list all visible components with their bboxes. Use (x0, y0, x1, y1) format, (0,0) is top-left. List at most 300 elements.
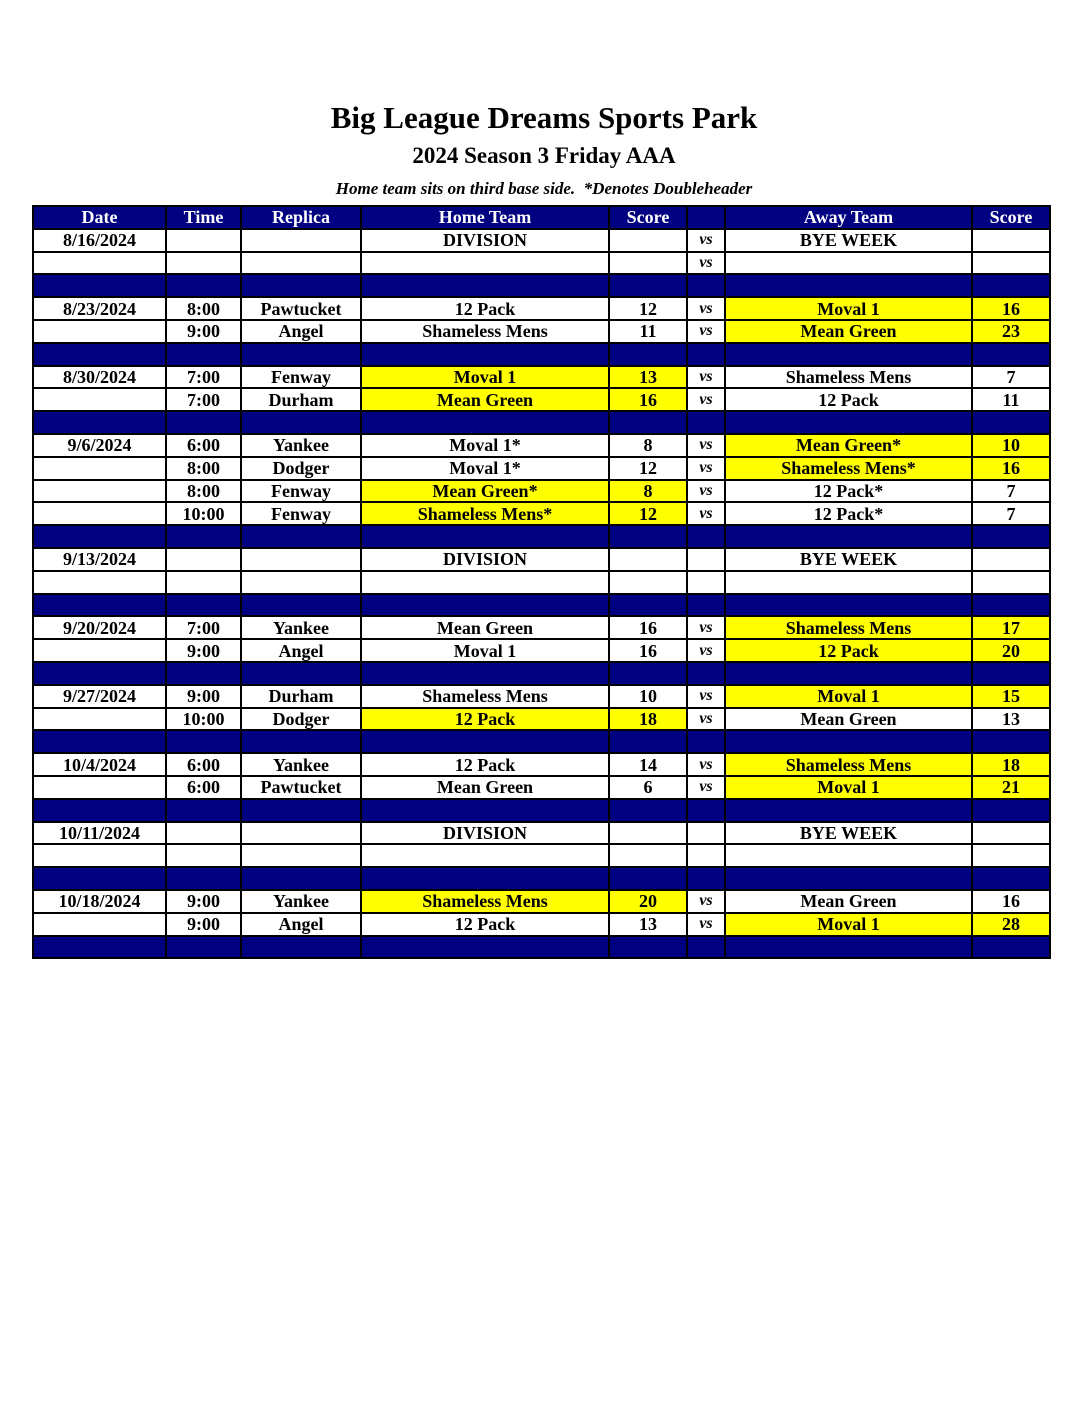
replica-cell: Dodger (241, 457, 361, 480)
away-score-cell: 7 (972, 366, 1050, 389)
separator-cell (241, 799, 361, 822)
away-score-cell: 7 (972, 480, 1050, 503)
time-cell: 9:00 (166, 685, 241, 708)
table-row (33, 639, 1050, 662)
week-separator-row (33, 799, 1050, 822)
replica-cell: Fenway (241, 502, 361, 525)
separator-cell (972, 525, 1050, 548)
home-score-cell (609, 844, 687, 867)
away-team-cell: Mean Green (725, 890, 972, 913)
separator-cell (609, 411, 687, 434)
home-team-cell: DIVISION (361, 822, 609, 845)
away-score-cell (972, 844, 1050, 867)
home-score-cell: 16 (609, 616, 687, 639)
separator-cell (687, 936, 725, 959)
time-cell: 8:00 (166, 457, 241, 480)
week-separator-row (33, 730, 1050, 753)
away-team-cell: 12 Pack* (725, 502, 972, 525)
replica-cell: Fenway (241, 366, 361, 389)
separator-cell (166, 274, 241, 297)
separator-cell (241, 867, 361, 890)
replica-cell: Dodger (241, 708, 361, 731)
vs-cell: vs (687, 480, 725, 503)
home-score-cell: 8 (609, 480, 687, 503)
separator-cell (361, 411, 609, 434)
schedule-note: Home team sits on third base side. *Denotes Doubleheader (335, 179, 753, 198)
separator-cell (609, 662, 687, 685)
home-team-cell (361, 844, 609, 867)
vs-cell: vs (687, 708, 725, 731)
home-score-cell: 18 (609, 708, 687, 731)
separator-cell (361, 799, 609, 822)
week-separator-row (33, 525, 1050, 548)
home-team-cell: Mean Green (361, 776, 609, 799)
col-home-score: Score (609, 206, 687, 229)
separator-cell (725, 867, 972, 890)
table-row (33, 388, 1050, 411)
table-row (33, 844, 1050, 867)
separator-cell (241, 343, 361, 366)
home-score-cell: 12 (609, 297, 687, 320)
separator-cell (609, 936, 687, 959)
away-score-cell: 15 (972, 685, 1050, 708)
time-cell (166, 571, 241, 594)
time-cell (166, 252, 241, 275)
week-separator-row (33, 411, 1050, 434)
schedule-table (32, 205, 1051, 959)
away-score-cell (972, 548, 1050, 571)
separator-cell (687, 411, 725, 434)
home-score-cell: 6 (609, 776, 687, 799)
away-team-cell: Mean Green (725, 320, 972, 343)
separator-cell (241, 274, 361, 297)
separator-cell (687, 594, 725, 617)
separator-cell (687, 799, 725, 822)
time-cell: 10:00 (166, 502, 241, 525)
separator-cell (33, 594, 166, 617)
table-row (33, 457, 1050, 480)
separator-cell (972, 343, 1050, 366)
separator-cell (361, 274, 609, 297)
separator-cell (166, 799, 241, 822)
separator-cell (361, 867, 609, 890)
separator-cell (725, 274, 972, 297)
col-replica: Replica (241, 206, 361, 229)
home-score-cell: 16 (609, 388, 687, 411)
vs-cell: vs (687, 753, 725, 776)
date-cell (33, 639, 166, 662)
page-subtitle: 2024 Season 3 Friday AAA (412, 143, 676, 168)
time-cell: 6:00 (166, 753, 241, 776)
away-score-cell: 16 (972, 297, 1050, 320)
separator-cell (725, 411, 972, 434)
vs-cell: vs (687, 388, 725, 411)
header-row (33, 206, 1050, 229)
home-score-cell (609, 571, 687, 594)
time-cell (166, 844, 241, 867)
away-team-cell: Mean Green (725, 708, 972, 731)
replica-cell: Durham (241, 388, 361, 411)
table-row (33, 434, 1050, 457)
date-cell: 10/11/2024 (33, 822, 166, 845)
home-team-cell: Moval 1* (361, 457, 609, 480)
home-team-cell: Shameless Mens (361, 320, 609, 343)
separator-cell (33, 936, 166, 959)
separator-cell (166, 411, 241, 434)
date-cell: 9/6/2024 (33, 434, 166, 457)
separator-cell (687, 730, 725, 753)
separator-cell (166, 594, 241, 617)
time-cell: 9:00 (166, 913, 241, 936)
separator-cell (33, 274, 166, 297)
separator-cell (166, 525, 241, 548)
vs-cell (687, 822, 725, 845)
away-team-cell: BYE WEEK (725, 822, 972, 845)
vs-cell: vs (687, 616, 725, 639)
away-score-cell: 21 (972, 776, 1050, 799)
date-cell: 10/18/2024 (33, 890, 166, 913)
separator-cell (33, 411, 166, 434)
table-row (33, 297, 1050, 320)
date-cell (33, 480, 166, 503)
separator-cell (972, 799, 1050, 822)
separator-cell (609, 594, 687, 617)
away-team-cell: 12 Pack* (725, 480, 972, 503)
separator-cell (725, 525, 972, 548)
week-separator-row (33, 867, 1050, 890)
vs-cell: vs (687, 685, 725, 708)
home-team-cell: Shameless Mens (361, 890, 609, 913)
separator-cell (361, 343, 609, 366)
home-team-cell (361, 571, 609, 594)
separator-cell (166, 730, 241, 753)
time-cell: 7:00 (166, 366, 241, 389)
table-row (33, 753, 1050, 776)
time-cell: 6:00 (166, 776, 241, 799)
separator-cell (166, 343, 241, 366)
vs-cell (687, 844, 725, 867)
separator-cell (361, 936, 609, 959)
vs-cell (687, 548, 725, 571)
replica-cell (241, 229, 361, 252)
away-score-cell: 11 (972, 388, 1050, 411)
home-score-cell (609, 548, 687, 571)
time-cell: 10:00 (166, 708, 241, 731)
date-cell (33, 844, 166, 867)
time-cell: 7:00 (166, 616, 241, 639)
col-vs (687, 206, 725, 229)
separator-cell (725, 936, 972, 959)
vs-cell: vs (687, 913, 725, 936)
table-row (33, 685, 1050, 708)
away-team-cell: 12 Pack (725, 388, 972, 411)
separator-cell (166, 662, 241, 685)
separator-cell (972, 867, 1050, 890)
home-score-cell (609, 229, 687, 252)
date-cell (33, 913, 166, 936)
week-separator-row (33, 662, 1050, 685)
separator-cell (972, 662, 1050, 685)
separator-cell (609, 343, 687, 366)
away-score-cell: 23 (972, 320, 1050, 343)
separator-cell (972, 274, 1050, 297)
away-score-cell: 16 (972, 457, 1050, 480)
home-score-cell: 13 (609, 366, 687, 389)
separator-cell (609, 867, 687, 890)
away-team-cell: 12 Pack (725, 639, 972, 662)
table-row (33, 616, 1050, 639)
separator-cell (725, 799, 972, 822)
date-cell: 9/20/2024 (33, 616, 166, 639)
col-date: Date (33, 206, 166, 229)
replica-cell (241, 252, 361, 275)
time-cell (166, 548, 241, 571)
time-cell: 9:00 (166, 639, 241, 662)
home-team-cell (361, 252, 609, 275)
away-score-cell: 13 (972, 708, 1050, 731)
away-team-cell (725, 571, 972, 594)
away-score-cell: 7 (972, 502, 1050, 525)
replica-cell: Yankee (241, 434, 361, 457)
separator-cell (33, 730, 166, 753)
away-team-cell: Shameless Mens* (725, 457, 972, 480)
vs-cell: vs (687, 457, 725, 480)
replica-cell (241, 844, 361, 867)
table-row (33, 320, 1050, 343)
separator-cell (33, 525, 166, 548)
replica-cell (241, 548, 361, 571)
separator-cell (361, 730, 609, 753)
date-cell (33, 320, 166, 343)
away-team-cell: Moval 1 (725, 297, 972, 320)
replica-cell: Angel (241, 913, 361, 936)
date-cell (33, 388, 166, 411)
away-score-cell: 17 (972, 616, 1050, 639)
vs-cell: vs (687, 366, 725, 389)
date-cell: 9/13/2024 (33, 548, 166, 571)
vs-cell: vs (687, 776, 725, 799)
away-team-cell (725, 252, 972, 275)
away-team-cell: Shameless Mens (725, 366, 972, 389)
away-score-cell (972, 229, 1050, 252)
separator-cell (725, 594, 972, 617)
away-team-cell: BYE WEEK (725, 229, 972, 252)
separator-cell (725, 343, 972, 366)
vs-cell: vs (687, 890, 725, 913)
separator-cell (972, 411, 1050, 434)
away-team-cell: BYE WEEK (725, 548, 972, 571)
home-team-cell: DIVISION (361, 229, 609, 252)
table-row (33, 708, 1050, 731)
separator-cell (33, 799, 166, 822)
time-cell: 6:00 (166, 434, 241, 457)
date-cell (33, 571, 166, 594)
home-team-cell: 12 Pack (361, 297, 609, 320)
home-score-cell: 13 (609, 913, 687, 936)
vs-cell: vs (687, 502, 725, 525)
separator-cell (687, 525, 725, 548)
vs-cell: vs (687, 252, 725, 275)
away-team-cell: Moval 1 (725, 913, 972, 936)
home-score-cell: 11 (609, 320, 687, 343)
home-team-cell: 12 Pack (361, 913, 609, 936)
separator-cell (361, 594, 609, 617)
home-team-cell: Mean Green* (361, 480, 609, 503)
date-cell: 10/4/2024 (33, 753, 166, 776)
replica-cell (241, 822, 361, 845)
time-cell: 9:00 (166, 890, 241, 913)
separator-cell (33, 662, 166, 685)
separator-cell (609, 730, 687, 753)
away-team-cell: Moval 1 (725, 685, 972, 708)
separator-cell (166, 867, 241, 890)
home-score-cell (609, 252, 687, 275)
separator-cell (609, 525, 687, 548)
replica-cell: Angel (241, 639, 361, 662)
date-cell: 8/16/2024 (33, 229, 166, 252)
table-row (33, 229, 1050, 252)
away-score-cell: 10 (972, 434, 1050, 457)
date-cell (33, 708, 166, 731)
home-score-cell: 8 (609, 434, 687, 457)
separator-cell (609, 799, 687, 822)
time-cell: 8:00 (166, 297, 241, 320)
away-score-cell: 18 (972, 753, 1050, 776)
replica-cell: Yankee (241, 753, 361, 776)
time-cell: 9:00 (166, 320, 241, 343)
replica-cell: Yankee (241, 890, 361, 913)
replica-cell: Pawtucket (241, 776, 361, 799)
home-team-cell: Moval 1 (361, 366, 609, 389)
separator-cell (33, 867, 166, 890)
table-row (33, 502, 1050, 525)
replica-cell: Yankee (241, 616, 361, 639)
col-home-team: Home Team (361, 206, 609, 229)
away-score-cell (972, 571, 1050, 594)
separator-cell (166, 936, 241, 959)
vs-cell: vs (687, 297, 725, 320)
page-title: Big League Dreams Sports Park (330, 100, 758, 135)
home-score-cell: 10 (609, 685, 687, 708)
vs-cell: vs (687, 229, 725, 252)
col-away-score: Score (972, 206, 1050, 229)
separator-cell (361, 525, 609, 548)
home-score-cell: 14 (609, 753, 687, 776)
date-cell (33, 776, 166, 799)
table-row (33, 480, 1050, 503)
table-row (33, 366, 1050, 389)
date-cell (33, 252, 166, 275)
separator-cell (241, 936, 361, 959)
separator-cell (687, 343, 725, 366)
table-row (33, 548, 1050, 571)
away-score-cell (972, 822, 1050, 845)
date-cell (33, 502, 166, 525)
separator-cell (725, 662, 972, 685)
separator-cell (241, 411, 361, 434)
table-row (33, 890, 1050, 913)
replica-cell: Pawtucket (241, 297, 361, 320)
separator-cell (241, 525, 361, 548)
home-team-cell: Shameless Mens* (361, 502, 609, 525)
home-team-cell: Mean Green (361, 388, 609, 411)
week-separator-row (33, 936, 1050, 959)
home-team-cell: 12 Pack (361, 753, 609, 776)
home-score-cell: 16 (609, 639, 687, 662)
date-cell (33, 457, 166, 480)
away-team-cell: Mean Green* (725, 434, 972, 457)
away-score-cell: 20 (972, 639, 1050, 662)
away-score-cell: 28 (972, 913, 1050, 936)
table-row (33, 571, 1050, 594)
home-score-cell (609, 822, 687, 845)
time-cell: 8:00 (166, 480, 241, 503)
away-team-cell: Shameless Mens (725, 753, 972, 776)
table-row (33, 822, 1050, 845)
away-team-cell: Moval 1 (725, 776, 972, 799)
home-team-cell: Moval 1 (361, 639, 609, 662)
vs-cell: vs (687, 434, 725, 457)
time-cell: 7:00 (166, 388, 241, 411)
replica-cell: Durham (241, 685, 361, 708)
away-score-cell (972, 252, 1050, 275)
vs-cell: vs (687, 639, 725, 662)
home-team-cell: Shameless Mens (361, 685, 609, 708)
separator-cell (687, 274, 725, 297)
separator-cell (687, 867, 725, 890)
time-cell (166, 822, 241, 845)
replica-cell: Angel (241, 320, 361, 343)
vs-cell: vs (687, 320, 725, 343)
replica-cell (241, 571, 361, 594)
col-away-team: Away Team (725, 206, 972, 229)
home-score-cell: 12 (609, 457, 687, 480)
separator-cell (972, 730, 1050, 753)
separator-cell (972, 594, 1050, 617)
away-team-cell: Shameless Mens (725, 616, 972, 639)
home-team-cell: 12 Pack (361, 708, 609, 731)
date-cell: 8/23/2024 (33, 297, 166, 320)
table-row (33, 776, 1050, 799)
week-separator-row (33, 274, 1050, 297)
week-separator-row (33, 343, 1050, 366)
separator-cell (241, 730, 361, 753)
away-team-cell (725, 844, 972, 867)
vs-cell (687, 571, 725, 594)
home-team-cell: Mean Green (361, 616, 609, 639)
separator-cell (33, 343, 166, 366)
away-score-cell: 16 (972, 890, 1050, 913)
separator-cell (609, 274, 687, 297)
col-time: Time (166, 206, 241, 229)
separator-cell (361, 662, 609, 685)
home-team-cell: DIVISION (361, 548, 609, 571)
date-cell: 9/27/2024 (33, 685, 166, 708)
time-cell (166, 229, 241, 252)
date-cell: 8/30/2024 (33, 366, 166, 389)
table-row (33, 252, 1050, 275)
week-separator-row (33, 594, 1050, 617)
separator-cell (972, 936, 1050, 959)
table-row (33, 913, 1050, 936)
separator-cell (687, 662, 725, 685)
separator-cell (725, 730, 972, 753)
separator-cell (241, 662, 361, 685)
home-score-cell: 12 (609, 502, 687, 525)
home-team-cell: Moval 1* (361, 434, 609, 457)
separator-cell (241, 594, 361, 617)
replica-cell: Fenway (241, 480, 361, 503)
